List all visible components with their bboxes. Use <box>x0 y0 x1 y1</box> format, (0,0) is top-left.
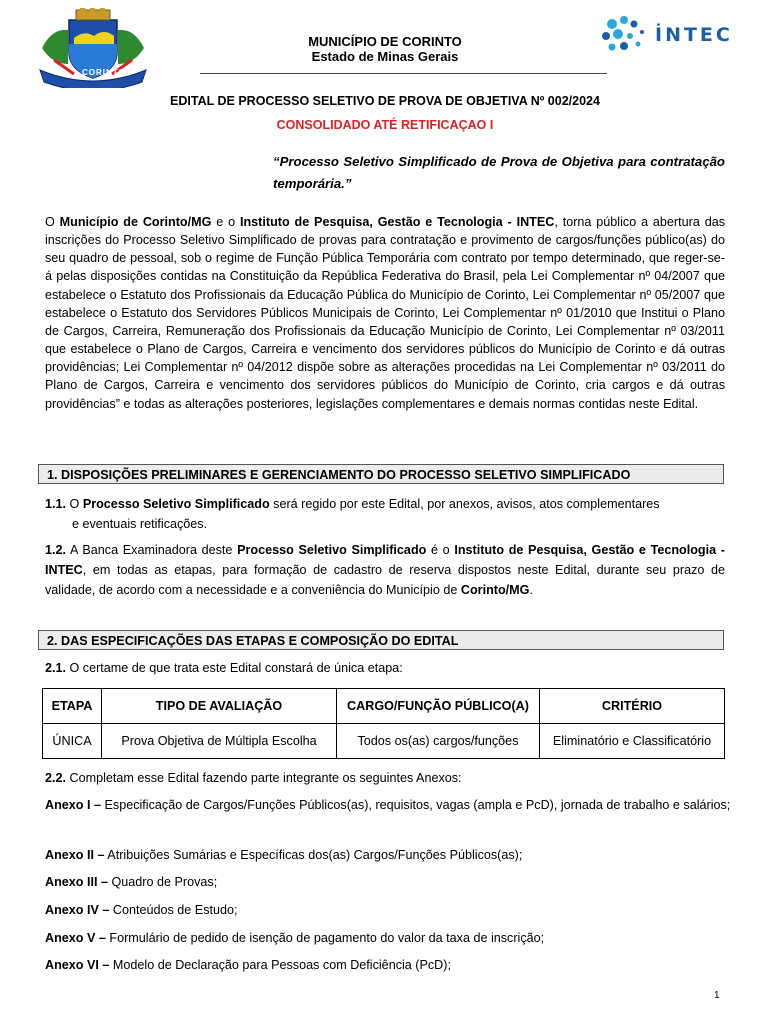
annex-item: Anexo III – Quadro de Provas; <box>45 875 218 889</box>
table-header-cell: CRITÉRIO <box>540 689 725 724</box>
table-row <box>43 724 725 759</box>
table-header-row <box>43 689 725 724</box>
annex-item: Anexo V – Formulário de pedido de isenção de pagamento do valor da taxa de inscrição; <box>45 931 545 945</box>
table-header-cell: TIPO DE AVALIAÇÃO <box>102 689 337 724</box>
annex-item: Anexo IV – Conteúdos de Estudo; <box>45 903 238 917</box>
edital-subtitle-quote: “Processo Seletivo Simplificado de Prova de Objetiva para contratação temporária.” <box>273 154 725 191</box>
annex-item: Anexo VI – Modelo de Declaração para Pessoas com Deficiência (PcD); <box>45 958 451 972</box>
table-cell: Prova Objetiva de Múltipla Escolha <box>102 724 337 759</box>
crest-banner-text: CORINTO <box>82 68 126 77</box>
state-name: Estado de Minas Gerais <box>311 49 459 64</box>
header-municipality <box>0 34 770 64</box>
table-header-cell: CARGO/FUNÇÃO PÚBLICO(A) <box>337 689 540 724</box>
municipality-name: MUNICÍPIO DE CORINTO <box>308 34 462 49</box>
page-number: 1 <box>714 990 720 1001</box>
item-1-1: 1.1. O Processo Seletivo Simplificado será regido por este Edital, por anexos, avisos, atos complementares e eventuais retificações. <box>45 497 660 531</box>
table-header-cell: ETAPA <box>43 689 102 724</box>
intro-paragraph: O Município de Corinto/MG e o Instituto de Pesquisa, Gestão e Tecnologia - INTEC, torna público a abertura das inscrições do Processo Seletivo Simplificado de provas para contratação e provimento de cargos/funções público(as) do seu quadro de pessoal, sob o regime de Função Pública Temporária com contrato por tempo determinado, que reger-se-á pelas disposições contidas na Constituição da República Federativa do Brasil, pela Lei Complementar nº 04/2007 que estabelece o Estatuto dos Profissionais da Educação Pública do Município de Corinto, Lei Complementar nº 05/2007 que estabelece o Estatuto dos Servidores Públicos Municipais de Corinto, Lei Complementar nº 01/2010 que Institui o Plano de Cargos, Carreira, Remuneração dos Profissionais da Educação Município de Corinto, Lei Complementar nº 03/2011 que estabelece o Plano de Cargos, Carreira e vencimento dos servidores públicos do Município de Corinto e dá outras providências; Lei Complementar nº 04/2012 dispõe sobre as alterações procedidas na Lei Complementar nº 03/2011 do Plano de Cargos, Carreira e vencimento dos servidores públicos do Município de Corinto, cria cargos e dá outras providências” e todas as alterações posteriores, legislações complementares e demais normas contidas neste Edital. <box>45 215 725 411</box>
annex-item: Anexo I – Especificação de Cargos/Funções Públicos(as), requisitos, vagas (ampla e PcD), jornada de trabalho e salários; <box>45 798 731 812</box>
section-1-heading: 1. DISPOSIÇÕES PRELIMINARES E GERENCIAMENTO DO PROCESSO SELETIVO SIMPLIFICADO <box>38 464 724 484</box>
item-2-2: 2.2. Completam esse Edital fazendo parte integrante os seguintes Anexos: <box>45 771 462 785</box>
header-divider <box>200 73 607 74</box>
edital-title: EDITAL DE PROCESSO SELETIVO DE PROVA DE OBJETIVA Nº 002/2024 <box>170 94 600 108</box>
table-cell: Eliminatório e Classificatório <box>540 724 725 759</box>
table-cell: Todos os(as) cargos/funções <box>337 724 540 759</box>
stages-table <box>42 688 725 759</box>
annex-item: Anexo II – Atribuições Sumárias e Específicas dos(as) Cargos/Funções Públicos(as); <box>45 848 523 862</box>
item-2-1: 2.1. O certame de que trata este Edital constará de única etapa: <box>45 661 403 675</box>
item-1-2: 1.2. A Banca Examinadora deste Processo Seletivo Simplificado é o Instituto de Pesquisa, Gestão e Tecnologia - INTEC, em todas as etapas, para formação de cadastro de reserva dispostos neste Edital, durante seu prazo de validade, de acordo com a necessidade e a conveniência do Município de Corinto/MG. <box>45 543 725 597</box>
table-cell: ÚNICA <box>43 724 102 759</box>
section-2-heading: 2. DAS ESPECIFICAÇÕES DAS ETAPAS E COMPOSIÇÃO DO EDITAL <box>38 630 724 650</box>
intec-logo-text: İNTEC <box>655 24 733 46</box>
consolidated-note: CONSOLIDADO ATÉ RETIFICAÇAO I <box>276 118 494 132</box>
